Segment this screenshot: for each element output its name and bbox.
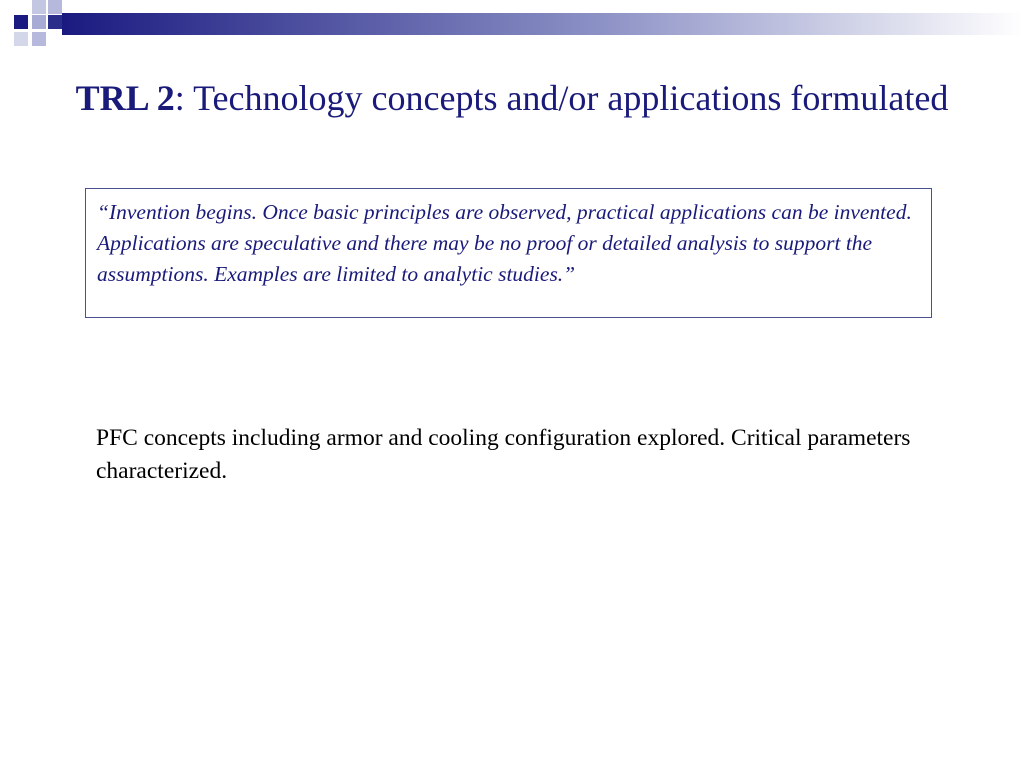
definition-quote-text: “Invention begins. Once basic principles are observed, practical applications can be invented. Applications are speculative and there may be no proof or detailed analysis to support the assumptions. Examples are limited to analytic studies.” — [97, 200, 912, 286]
decor-square-dark-2 — [48, 15, 62, 29]
decor-square-dark-1 — [14, 15, 28, 29]
header-gradient-bar — [62, 13, 1024, 35]
decor-square-light-3 — [48, 0, 62, 14]
decor-square-light-1 — [32, 0, 46, 14]
slide-title — [40, 76, 984, 121]
decor-square-light-4 — [32, 32, 46, 46]
body-text: PFC concepts including armor and cooling configuration explored. Critical parameters characterized. — [96, 425, 911, 484]
definition-quote-box — [85, 188, 932, 318]
decor-square-light-2 — [32, 15, 46, 29]
title-text: : Technology concepts and/or applications formulated — [174, 78, 949, 118]
title-trl-label: TRL 2 — [75, 78, 175, 118]
slide-header-decoration — [0, 0, 1024, 60]
decor-square-light-5 — [14, 32, 28, 46]
